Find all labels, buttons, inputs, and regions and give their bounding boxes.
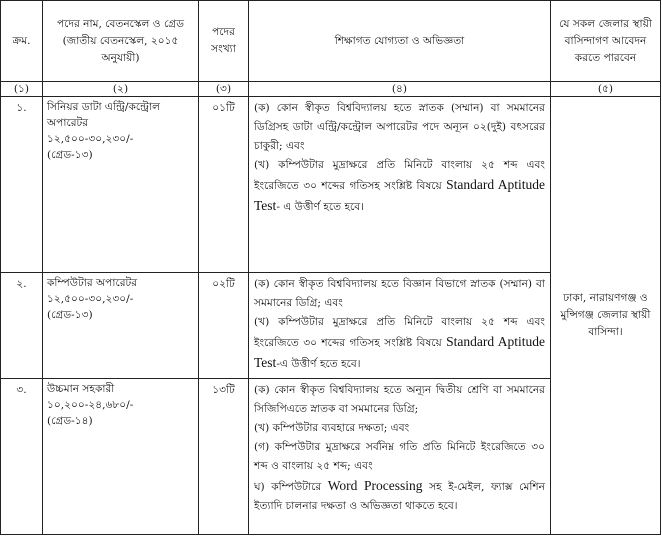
grade: (গ্রেড-১৩)	[47, 309, 93, 321]
post-name: সিনিয়র ডাটা এন্ট্রি/কন্ট্রোল অপারেটর	[47, 101, 160, 129]
serial-cell: ৩.	[1, 379, 43, 535]
qualification-text: ঘ) কম্পিউটারে	[254, 481, 322, 493]
qualification-item: (খ) কম্পিউটার ব্যবহারে দক্ষতা; এবং	[254, 422, 410, 434]
qualification-text: -এ উত্তীর্ণ হতে হবে।	[276, 358, 361, 370]
qualification-item: (গ) কম্পিউটার মুদ্রাক্ষরে সর্বনিম্ন গতি প্রতি মিনিটে ইংরেজিতে ৩০ শব্দ ও বাংলায় ২৫ শব্দ; এবং	[254, 441, 545, 472]
header-count: পদের সংখ্যা	[199, 1, 249, 82]
district-cell: ঢাকা, নারায়ণগঞ্জ ও মুন্সিগঞ্জ জেলার স্থায়ী বাসিন্দা।	[551, 97, 661, 535]
column-number: (১)	[1, 82, 43, 97]
qualification-item: (ক) কোন স্বীকৃত বিশ্ববিদ্যালয় হতে বিজ্ঞান বিভাগে স্নাতক (সম্মান) বা সমমানের ডিগ্রি; এবং	[254, 278, 545, 309]
column-number: (২)	[43, 82, 199, 97]
header-post: পদের নাম, বেতনস্কেল ও গ্রেড (জাতীয় বেতনস্কেল, ২০১৫ অনুযায়ী)	[43, 1, 199, 82]
pay-scale: ১২,৫০০-৩০,২৩০/-	[47, 293, 134, 305]
qualification-text: (খ) কম্পিউটার মুদ্রাক্ষরে প্রতি মিনিটে বাংলায় ২৫ শব্দ এবং ইংরেজিতে ৩০ শব্দের গতিসহ সংশ্লিষ্ট বিষয়ে	[254, 159, 545, 192]
table-row	[1, 97, 661, 273]
pay-scale: ১০,২০০-২৪,৬৮০/-	[47, 399, 134, 411]
serial-cell: ১.	[1, 97, 43, 273]
grade: (গ্রেড-১৪)	[47, 415, 93, 427]
post-name: উচ্চমান সহকারী	[47, 383, 115, 395]
post-count: ১৩টি	[199, 379, 249, 535]
pay-scale: ১২,৫০০-৩০,২৩০/-	[47, 133, 134, 145]
qualification-item	[254, 476, 545, 516]
serial-cell: ২.	[1, 273, 43, 379]
post-cell	[43, 97, 199, 273]
qualification-english: Standard Aptitude Test	[254, 334, 545, 370]
qualification-english: Standard Aptitude Test	[254, 177, 545, 213]
qualification-item	[254, 156, 545, 217]
qualification-cell	[249, 97, 551, 273]
post-cell	[43, 379, 199, 535]
qualification-item: (ক) কোন স্বীকৃত বিশ্ববিদ্যালয় হতে স্নাতক (সম্মান) বা সমমানের ডিগ্রিসহ ডাটা এন্ট্রি/কন্ট্রোল অপারেটর পদে অন্যূন ০২(দুই) বৎসরের চাকুরী; এবং	[254, 102, 545, 152]
header-district: যে সকল জেলার স্থায়ী বাসিন্দাগণ আবেদন করতে পারবেন	[551, 1, 661, 82]
qualification-english: Word Processing	[327, 478, 423, 493]
qualification-item: (ক) কোন স্বীকৃত বিশ্ববিদ্যালয় হতে অন্যূন দ্বিতীয় শ্রেণি বা সমমানের সিজিপিএতে স্নাতক বা সমমানের ডিগ্রি;	[254, 384, 545, 415]
post-name: কম্পিউটার অপারেটর	[47, 277, 138, 289]
post-count: ০১টি	[199, 97, 249, 273]
qualification-text: (খ) কম্পিউটার মুদ্রাক্ষরে প্রতি মিনিটে বাংলায় ২৫ শব্দ এবং ইংরেজিতে ৩০ শব্দের গতিসহ সংশ্লিষ্ট বিষয়ে	[254, 316, 545, 349]
column-number: (৫)	[551, 82, 661, 97]
post-count: ০২টি	[199, 273, 249, 379]
qualification-text: - এ উত্তীর্ণ হতে হবে।	[276, 201, 364, 213]
column-number: (৪)	[249, 82, 551, 97]
post-cell	[43, 273, 199, 379]
column-number: (৩)	[199, 82, 249, 97]
header-qualification: শিক্ষাগত যোগ্যতা ও অভিজ্ঞতা	[249, 1, 551, 82]
header-serial: ক্রম.	[1, 1, 43, 82]
qualification-cell	[249, 273, 551, 379]
header-row	[1, 1, 661, 82]
qualification-item	[254, 313, 545, 374]
qualification-cell	[249, 379, 551, 535]
qualification-text: সহ ই-মেইল, ফ্যাক্স মেশিন ইত্যাদি চালনার দক্ষতা ও অভিজ্ঞতা থাকতে হবে।	[254, 481, 545, 512]
grade: (গ্রেড-১৩)	[47, 149, 93, 161]
column-number-row	[1, 82, 661, 97]
